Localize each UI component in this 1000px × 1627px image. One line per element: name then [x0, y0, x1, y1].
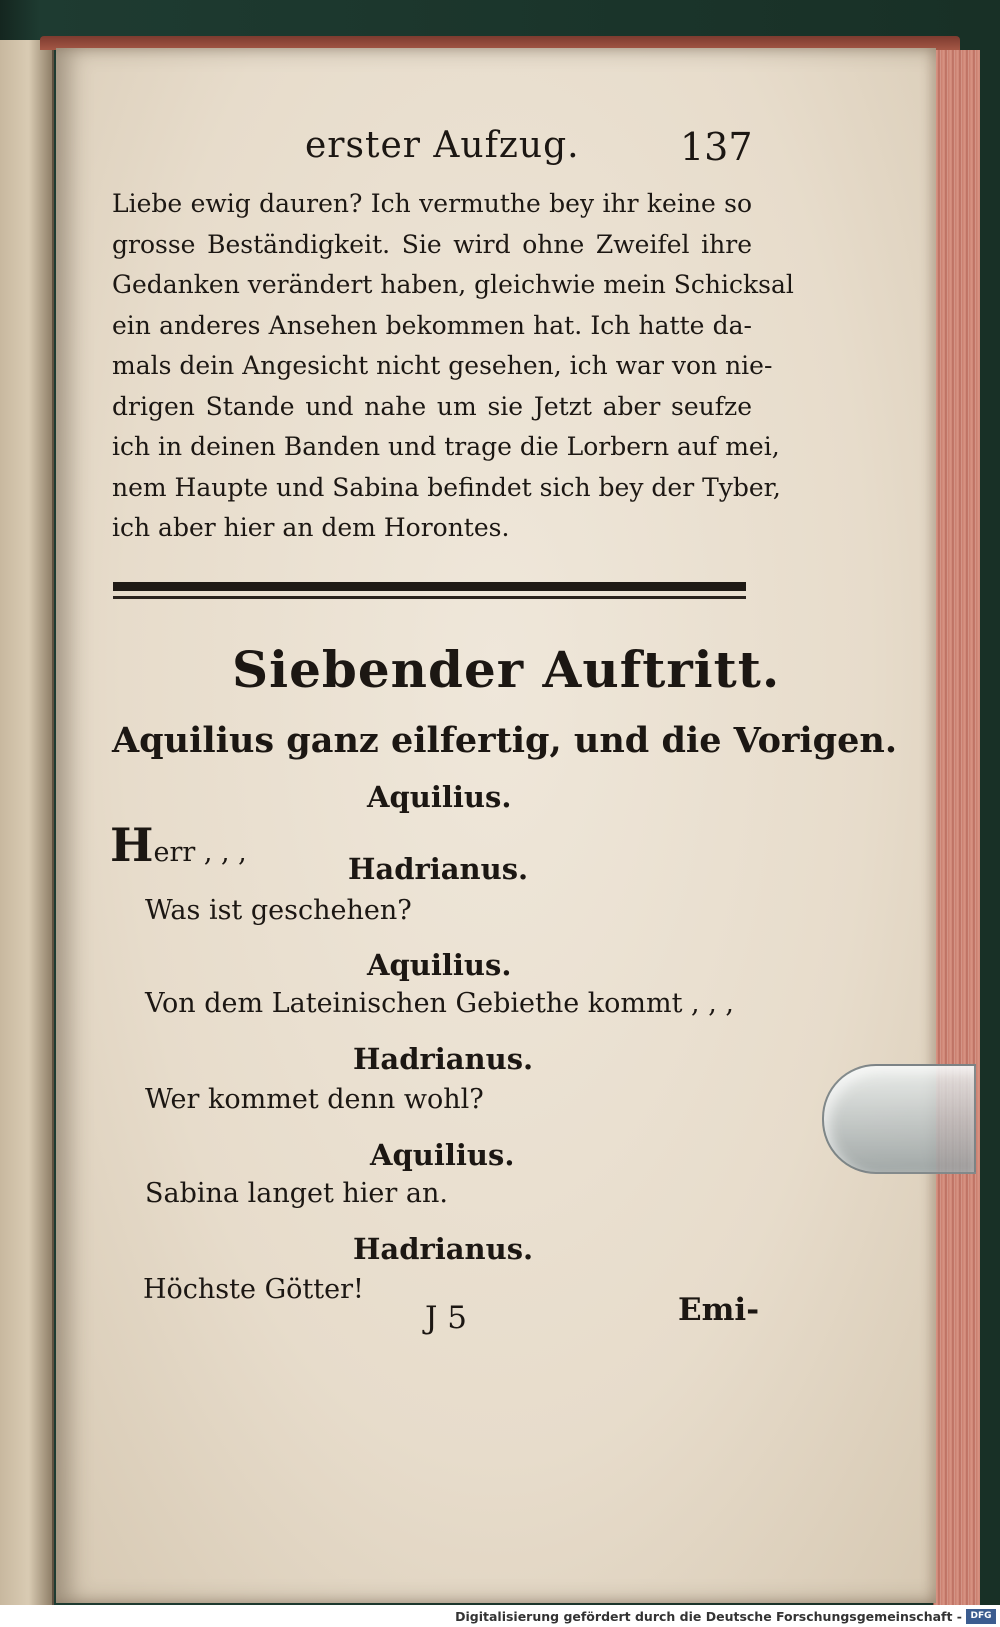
speaker-name: Hadrianus.	[353, 1232, 534, 1266]
body-line: grosse Beständigkeit. Sie wird ohne Zweifel ihre	[112, 229, 752, 259]
dfg-logo: DFG	[966, 1609, 996, 1624]
signature-mark: J 5	[425, 1300, 468, 1336]
speech-line: Wer kommet denn wohl?	[145, 1084, 484, 1115]
digitization-bar	[0, 1605, 1000, 1627]
speaker-name: Aquilius.	[370, 1138, 515, 1172]
left-page-edge	[0, 40, 54, 1610]
body-line: ein anderes Ansehen bekommen hat. Ich hatte da-	[112, 310, 752, 340]
speech-line: Sabina langet hier an.	[145, 1178, 448, 1209]
catchword: Emi-	[678, 1292, 760, 1328]
scene-subtitle: Aquilius ganz eilfertig, und die Vorigen.	[112, 720, 898, 761]
ornamental-rule	[113, 582, 746, 602]
body-line: Liebe ewig dauren? Ich vermuthe bey ihr keine so	[112, 189, 752, 218]
speaker-name: Hadrianus.	[348, 852, 529, 886]
rule-thick	[113, 582, 746, 591]
running-head: erster Aufzug.	[305, 125, 580, 166]
speaker-name: Aquilius.	[367, 780, 512, 814]
book-fore-edge	[933, 50, 980, 1605]
speech-text: err , , ,	[153, 837, 247, 868]
body-line: nem Haupte und Sabina befindet sich bey der Tyber,	[112, 472, 781, 502]
body-paragraph	[112, 184, 794, 549]
speech-line: Von dem Lateinischen Gebiethe kommt , , ,	[145, 988, 734, 1019]
body-line: drigen Stande und nahe um sie Jetzt aber seufze	[112, 391, 752, 421]
page-number: 137	[680, 125, 753, 169]
speech-line	[110, 818, 247, 872]
digitization-note: Digitalisierung gefördert durch die Deutsche Forschungsgemeinschaft -	[455, 1609, 962, 1624]
speech-line: Höchste Götter!	[143, 1274, 364, 1305]
body-line: ich aber hier an dem Horontes.	[112, 513, 510, 542]
speaker-name: Aquilius.	[367, 948, 512, 982]
body-line: Gedanken verändert haben, gleichwie mein Schicksal	[112, 270, 794, 299]
body-line: ich in deinen Banden und trage die Lorbern auf mei,	[112, 432, 780, 461]
book-clip	[822, 1064, 976, 1174]
speech-line: Was ist geschehen?	[145, 895, 412, 926]
body-line: mals dein Angesicht nicht gesehen, ich war von nie-	[112, 351, 773, 380]
speaker-name: Hadrianus.	[353, 1042, 534, 1076]
scene-title: Siebender Auftritt.	[232, 640, 781, 699]
drop-cap: H	[110, 818, 154, 872]
rule-thin	[113, 596, 746, 599]
